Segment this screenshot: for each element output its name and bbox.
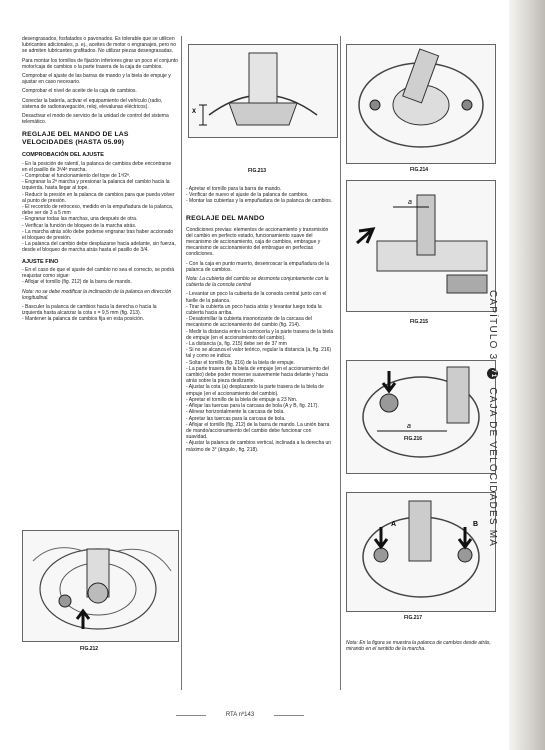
step: - Engranar todas las marchas, una después de otra. (22, 216, 138, 223)
page-edge-shadow (509, 0, 545, 750)
step: - Reducir la presión en la palanca de cambios para que pueda volver al punto de presión. (22, 191, 175, 204)
paragraph: Comprobar el nivel de aceite de la caja de cambios. (22, 88, 137, 95)
step: - Mantener la palanca de cambios fija en esta posición. (22, 316, 145, 323)
dimension-label: X (192, 109, 197, 115)
section-heading: REGLAJE DEL MANDO (186, 214, 265, 222)
figure-caption: FIG.214 (410, 167, 429, 173)
step: - La parte trasera de la biela de empuje (en el accionamiento del cambio) debe poder moverse suavemente hacia delante y hacia atrás sobre la pieza deslizante. (186, 365, 329, 385)
callout-label-b: B (473, 521, 479, 528)
paragraph: Desactivar el modo de servicio de la unidad de control del sistema telemático. (22, 113, 169, 126)
page-footer: RTA nº143 (210, 712, 270, 718)
figure-caption: FIG.217 (404, 615, 423, 621)
figure-216 (346, 360, 496, 474)
figure-note: Nota: En la figura se muestra la palanca de cambios desde atrás, mirando en el sentido de la marcha. (346, 640, 491, 653)
subsection-heading: COMPROBACIÓN DEL AJUSTE (22, 152, 104, 159)
shifter-mechanism-drawing (23, 531, 178, 641)
step: - La marcha atrás sólo debe poderse engranar tras haber accionado el bloqueo de presión. (22, 228, 174, 242)
step: - Engranar la 2ª marcha y presionar la palanca del cambio hacia la izquierda, hasta llegar al tope. (22, 179, 170, 192)
shift-linkage-drawing (347, 361, 495, 473)
chapter-sidebar (487, 290, 498, 547)
step: - La distancia (a, fig. 215) debe ser de 37 mm (186, 341, 287, 348)
shift-housing-drawing (347, 45, 495, 163)
chapter-page-badge: 71 (487, 368, 498, 379)
step: - Apretar las tuercas para la carcasa de bola. (186, 415, 286, 422)
paragraph: Conectar la batería, activar el equipamiento del vehículo (radio, sistema de radionavegación, reloj, elevalunas eléctricos). (22, 97, 163, 110)
figure-caption: FIG.212 (80, 646, 99, 652)
figure-214 (346, 44, 496, 164)
step: - Ajustar la cota (a) desplazando la parte trasera de la biela de empuje (en el accionamiento del cambio). (186, 384, 324, 397)
step: - Apretar el tornillo de la biela de empuje a 23 Nm. (186, 396, 298, 403)
step: - Levantar un poco la cubierta de la consola central junto con el fuelle de la palanca. (186, 291, 327, 304)
figure-213 (188, 44, 338, 138)
step: - Alinear horizontalmente la carcasa de bola. (186, 409, 285, 416)
paragraph: desengrasados, fosfatados o pavonados. Es tolerable que se utilicen lubricantes adicionales, p. ej., aceites de motor o engranajes, pero no se admiten lubricantes grafitados. No utilizar piezas desengrasadas. (22, 36, 176, 55)
step: - Aflojar el tornillo (fig. 212) de la barra de mando. La unión barra de mando/accionamiento del cambio debe funcionar con suavidad. (186, 421, 330, 441)
step: - Aflojar las tuercas para la carcasa de bola (A y B, fig. 217). (186, 403, 319, 410)
figure-212 (22, 530, 179, 642)
step: - La palanca del cambio debe desplazarse hacia adelante, sin fuerza, desde el bloqueo de marcha atrás hasta el pasillo de 3/4. (22, 241, 176, 254)
step: - Verificar la función de bloqueo de la marcha atrás. (22, 222, 137, 229)
paragraph: Comprobar el ajuste de las barras de mando y la biela de empuje y ajustar en caso necesario. (22, 73, 171, 86)
column-divider (340, 36, 341, 690)
chapter-title: CAJA DE VELOCIDADES MA (486, 387, 498, 548)
step: - Medir la distancia entre la carrocería y la parte trasera de la biela de empuje (en el accionamiento del cambio). (186, 328, 334, 341)
step: - Tirar la cubierta un poco hacia atrás y levantar luego toda la cubierta hacia arriba. (186, 303, 322, 317)
step: - Verificar de nuevo el ajuste de la palanca de cambios. (186, 192, 309, 199)
paragraph: Condiciones previas: elementos de accionamiento y transmisión del cambio en perfecto estado, funcionamiento suave del mecanismo de accionamiento, caja de cambios, embrague y mecanismo de accionamiento del embrague en perfectas condiciones. (186, 226, 329, 258)
dimension-label: a (408, 199, 412, 206)
note: Nota: no se debe modificar la inclinación de la palanca en dirección longitudinal. (22, 288, 172, 301)
ball-housing-drawing (347, 493, 495, 611)
column-divider (181, 36, 182, 690)
step: - Desatornillar la cubierta insonorizante de la carcasa del mecanismo de accionamiento del cambio (fig. 214). (186, 316, 312, 329)
callout-label-a: A (391, 521, 397, 528)
step: - Aflojar el tornillo (fig. 212) de la barra de mando. (22, 279, 132, 286)
paragraph: Para montar los tornillos de fijación inferiores girar un poco el conjunto motor/caja de cambios o la parte trasera de la caja de cambios. (22, 57, 178, 70)
push-rod-drawing (347, 181, 495, 311)
chapter-label: CAPÍTULO 3 (486, 290, 498, 361)
step: - Montar las cubiertas y la empuñadura de la palanca de cambios. (186, 198, 333, 205)
figure-caption: FIG.213 (248, 168, 267, 174)
figure-caption: FIG.216 (404, 436, 423, 442)
paragraph: - Con la caja en punto muerto, desenroscar la empuñadura de la palanca de cambios. (186, 260, 330, 273)
step: - El recorrido de retroceso, medido en la empuñadura de la palanca, debe ser de 3 a 5 mm (22, 204, 174, 217)
note: Nota: La cubierta del cambio se desmonta conjuntamente con la cubierta de la consola central (186, 276, 329, 289)
step: - Comprobar el funcionamiento del tope de 1ª/2ª. (22, 173, 131, 180)
section-heading: REGLAJE DEL MANDO DE LAS VELOCIDADES (HASTA 05.99) (22, 131, 129, 147)
column-left (22, 36, 178, 323)
figure-caption: FIG.215 (410, 319, 429, 325)
step: - Soltar el tornillo (fig. 216) de la biela de empuje. (186, 359, 295, 366)
column-middle (186, 186, 334, 453)
figure-215 (346, 180, 496, 312)
subsection-heading: AJUSTE FINO (22, 258, 59, 265)
step: - Si no se alcanza el valor teórico, regular la distancia (a, fig. 216) tal y como se indica: (186, 347, 332, 360)
step: - Apretar el tornillo para la barra de mando. (186, 186, 282, 192)
dimension-label: a (407, 423, 411, 430)
figure-217 (346, 492, 496, 612)
step: - En el caso de que el ajuste del cambio no sea el correcto, se podrá reajustar como sigue: (22, 266, 175, 280)
step: - Ajustar la palanca de cambios vertical, inclinada a la derecha un máximo de 3° (ángulo , fig. 218). (186, 440, 332, 453)
step: - En la posición de ralentí, la palanca de cambios debe encontrarse en el pasillo de 3ª/4ª marcha. (22, 160, 172, 173)
step: - Basculer la palanca de cambios hacia la derecha o hacia la izquierda hasta alcanzar la cota x = 9,5 mm (fig. 213). (22, 303, 157, 317)
gear-lever-drawing (189, 45, 337, 137)
